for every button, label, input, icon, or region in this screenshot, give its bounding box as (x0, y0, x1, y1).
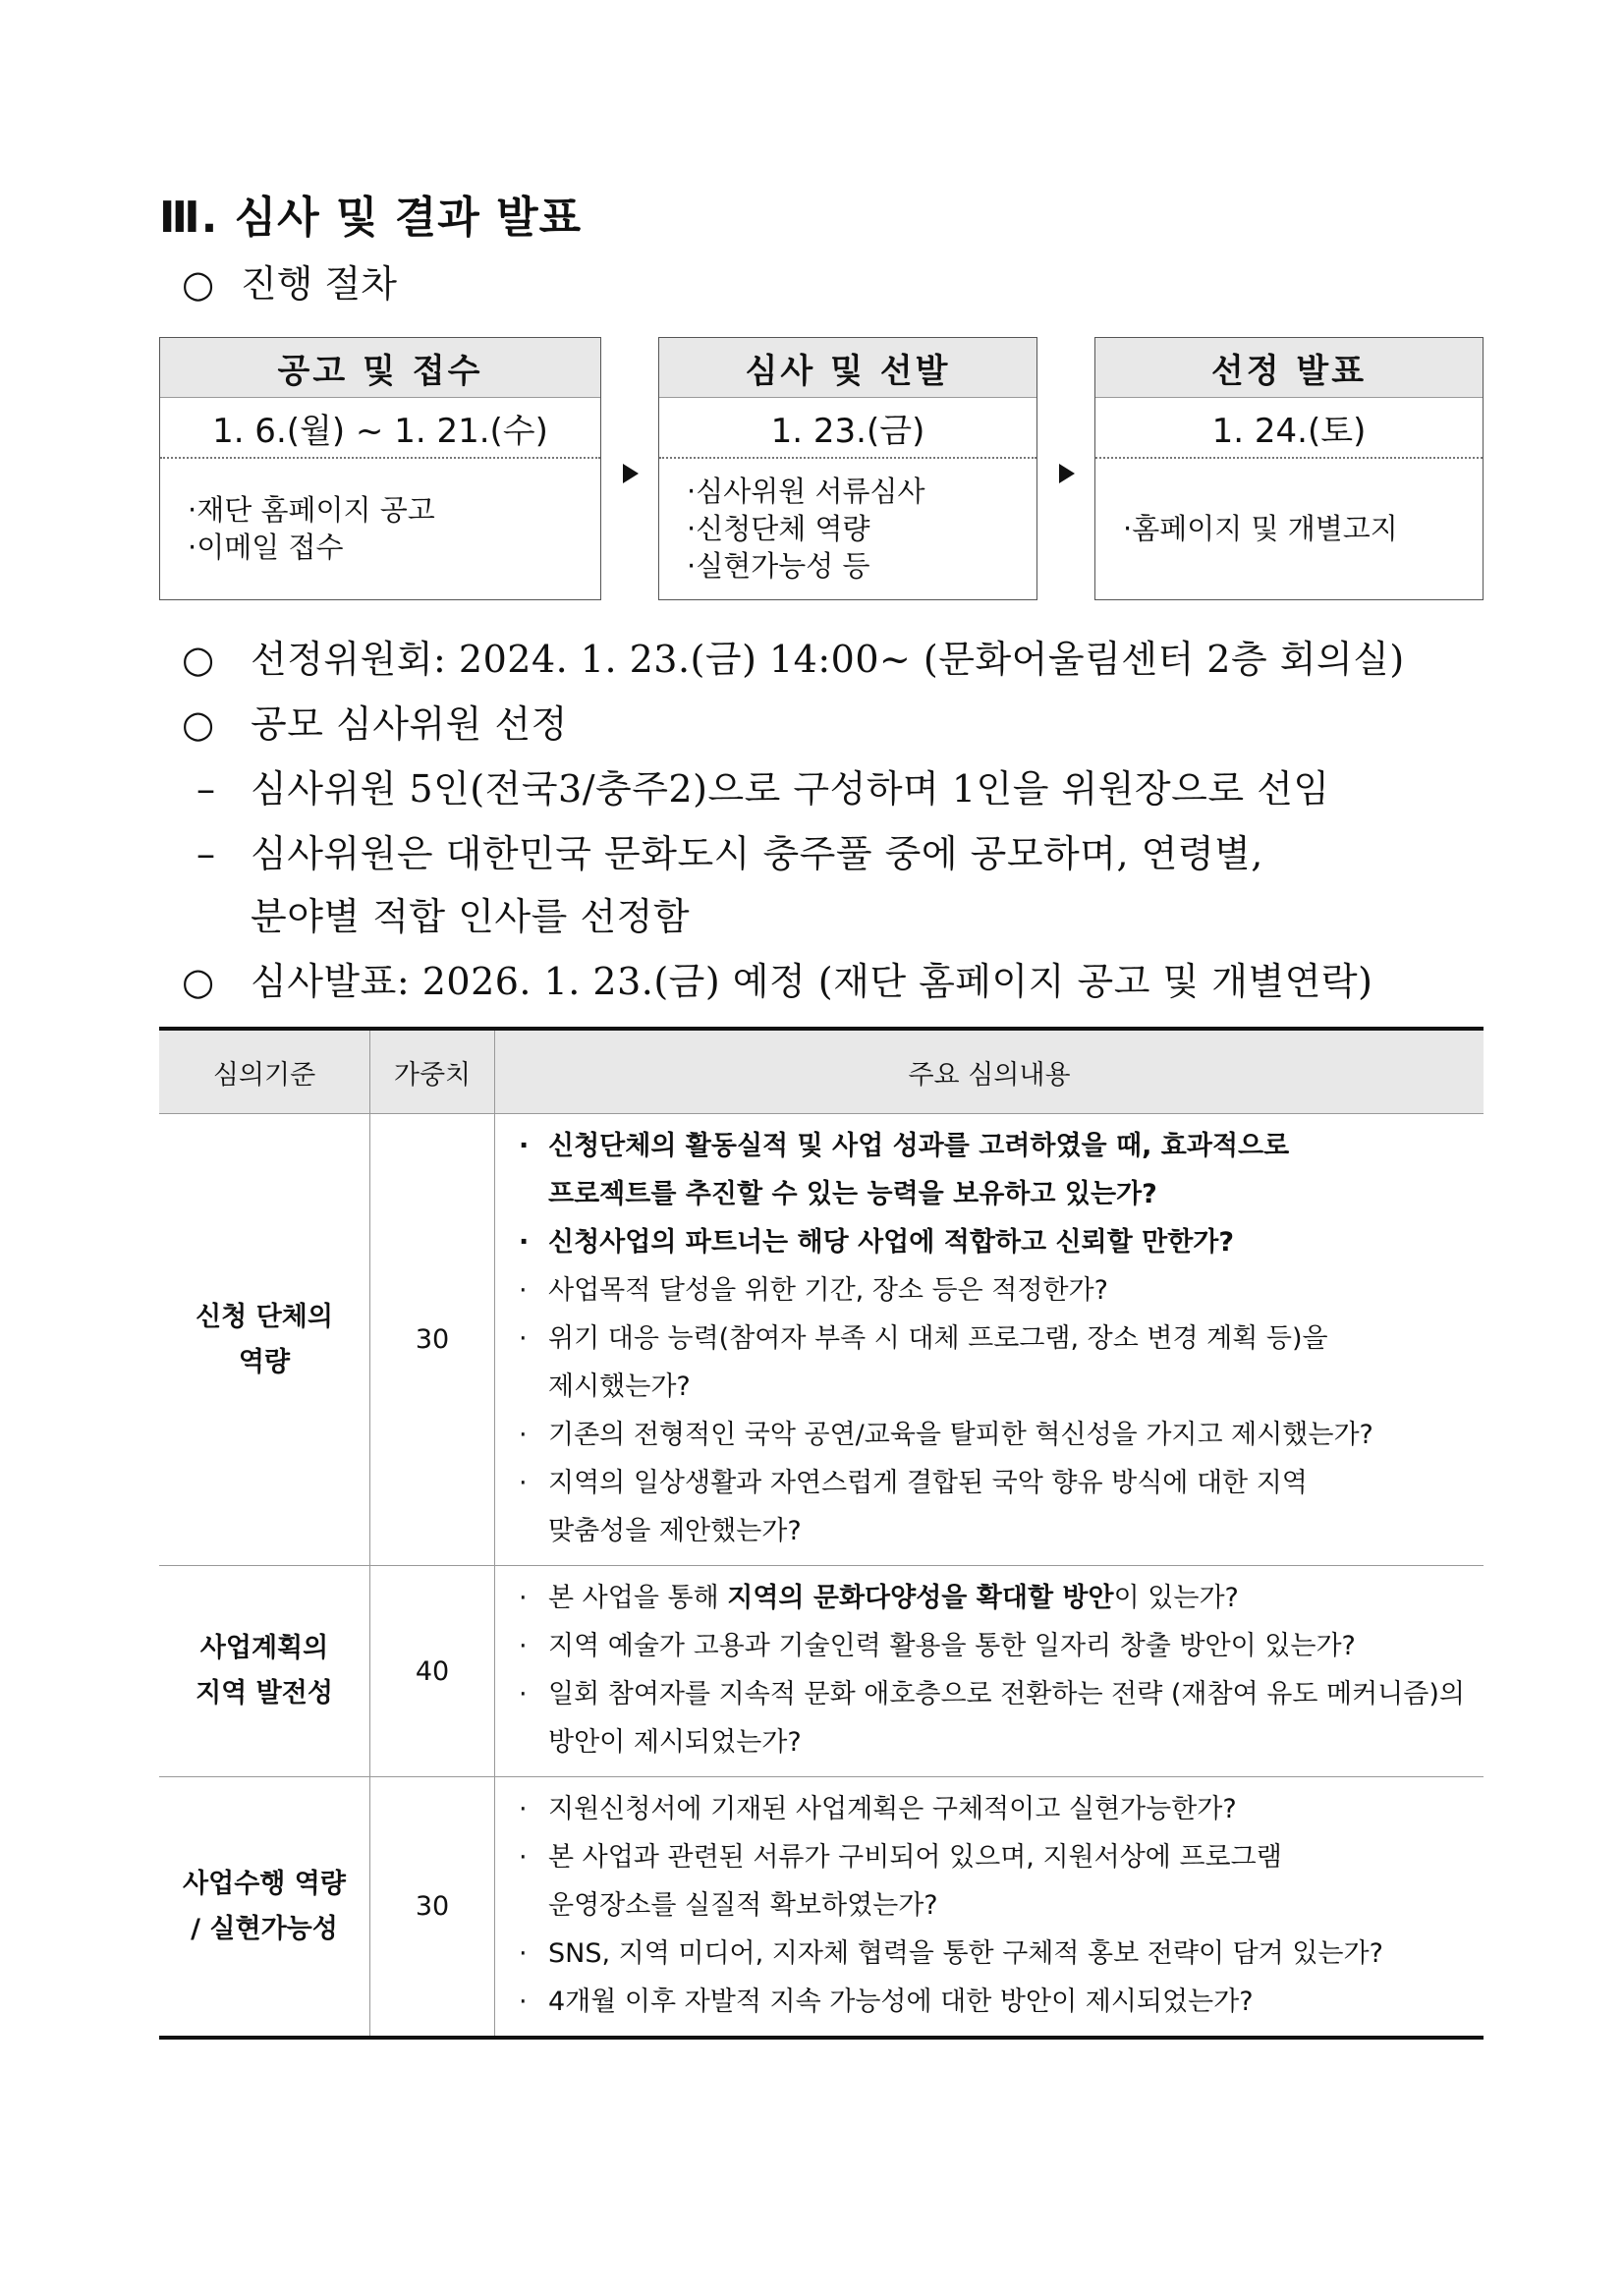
bullet-dot-icon: · (519, 1987, 528, 2017)
bullet-line (251, 886, 690, 940)
flow-step-3 (1094, 337, 1484, 600)
criteria-item (519, 1833, 1484, 1930)
flow-step-item: ·재단 홈페이지 공고 (188, 493, 435, 527)
table-header: 가중치 (370, 1029, 495, 1114)
item-line: 4개월 이후 자발적 지속 가능성에 대한 방안이 제시되었는가? (548, 1987, 1254, 2017)
bullet-line (182, 694, 568, 748)
bullet-dot-icon: · (519, 1468, 528, 1498)
criteria-item (519, 1622, 1484, 1670)
sub-heading (182, 253, 397, 308)
criterion-line: 신청 단체의 (196, 1301, 333, 1332)
dash-bullet-icon: – (196, 767, 216, 811)
flow-step-title: 선정 발표 (1095, 338, 1483, 398)
content-cell (495, 1114, 1484, 1566)
bullet-dot-icon: · (519, 1583, 528, 1613)
table-row (159, 1114, 1484, 1566)
bullet-dot-icon: · (519, 1275, 528, 1306)
criterion-line: 지역 발전성 (196, 1678, 333, 1708)
flow-step-item: ·신청단체 역량 (687, 512, 870, 545)
bullet-dot-icon: · (519, 1131, 530, 1161)
flow-step-date: 1. 24.(토) (1095, 398, 1483, 459)
flow-step-item: ·이메일 접수 (188, 531, 344, 564)
item-line: 기존의 전형적인 국악 공연/교육을 탈피한 혁신성을 가지고 제시했는가? (548, 1420, 1373, 1450)
flow-step-2 (658, 337, 1037, 600)
item-line: 지역 예술가 고용과 기술인력 활용을 통한 일자리 창출 방안이 있는가? (548, 1631, 1356, 1661)
item-line (548, 1574, 1484, 1622)
item-line: 맞춤성을 제안했는가? (548, 1516, 802, 1546)
criteria-item (519, 1785, 1484, 1833)
item-line: 프로젝트를 추진할 수 있는 능력을 보유하고 있는가? (548, 1179, 1157, 1209)
item-line: 제시했는가? (548, 1372, 691, 1402)
bullet-line (196, 758, 1330, 812)
bullet-dot-icon: · (519, 1679, 528, 1709)
bullet-text: 심사위원 5인(전국3/충주2)으로 구성하며 1인을 위원장으로 선임 (251, 767, 1330, 811)
dash-bullet-icon: – (196, 832, 216, 875)
bullet-dot-icon: · (519, 1794, 528, 1824)
criteria-item (519, 1978, 1484, 2026)
criteria-item (519, 1574, 1484, 1622)
bullet-line (182, 951, 1372, 1005)
content-cell (495, 1777, 1484, 2039)
table-header: 주요 심의내용 (495, 1029, 1484, 1114)
criterion-cell (159, 1777, 370, 2039)
item-segment: 본 사업을 통해 (548, 1583, 728, 1613)
criteria-item (519, 1670, 1484, 1766)
item-line: 신청사업의 파트너는 해당 사업에 적합하고 신뢰할 만한가? (548, 1227, 1235, 1258)
item-line: 운영장소를 실질적 확보하였는가? (548, 1890, 938, 1921)
item-line: 지역의 일상생활과 자연스럽게 결합된 국악 향유 방식에 대한 지역 (548, 1468, 1308, 1498)
triangle-right-icon (1059, 464, 1075, 483)
item-line: 신청단체의 활동실적 및 사업 성과를 고려하였을 때, 효과적으로 (548, 1131, 1290, 1161)
criteria-item (519, 1266, 1484, 1315)
bullet-dot-icon: · (519, 1842, 528, 1873)
item-line: 방안이 제시되었는가? (548, 1727, 802, 1758)
weight-cell: 30 (370, 1777, 495, 2039)
circle-bullet-icon: ○ (182, 262, 215, 306)
item-line: 위기 대응 능력(참여자 부족 시 대체 프로그램, 장소 변경 계획 등)을 (548, 1323, 1328, 1354)
criterion-cell (159, 1566, 370, 1777)
item-segment-bold: 지역의 문화다양성을 확대할 방안 (727, 1583, 1114, 1613)
bullet-dot-icon: · (519, 1938, 528, 1969)
criteria-item (519, 1315, 1484, 1411)
bullet-line (196, 823, 1263, 877)
bullet-line (182, 629, 1405, 683)
flow-step-items (160, 458, 600, 599)
criterion-line: 역량 (238, 1346, 291, 1377)
table-row (159, 1566, 1484, 1777)
content-cell (495, 1566, 1484, 1777)
item-line: 일회 참여자를 지속적 문화 애호층으로 전환하는 전략 (재참여 유도 메커니즘)의 (548, 1679, 1465, 1709)
flow-step-items (1095, 458, 1483, 599)
flow-step-item: ·실현가능성 등 (687, 549, 870, 583)
bullet-dot-icon: · (519, 1227, 530, 1258)
criteria-item (519, 1459, 1484, 1555)
item-segment: 이 있는가? (1113, 1583, 1239, 1613)
weight-cell: 40 (370, 1566, 495, 1777)
item-line: 지원신청서에 기재된 사업계획은 구체적이고 실현가능한가? (548, 1794, 1237, 1824)
item-line: 사업목적 달성을 위한 기간, 장소 등은 적정한가? (548, 1275, 1108, 1306)
criteria-item (519, 1218, 1484, 1266)
criterion-line: 사업수행 역량 (183, 1868, 346, 1899)
triangle-right-icon (623, 464, 639, 483)
item-line: SNS, 지역 미디어, 지자체 협력을 통한 구체적 홍보 전략이 담겨 있는가? (548, 1938, 1383, 1969)
bullet-text: 공모 심사위원 선정 (251, 702, 568, 746)
circle-bullet-icon: ○ (182, 702, 215, 746)
sub-heading-text: 진행 절차 (241, 262, 397, 306)
flow-step-title: 심사 및 선발 (659, 338, 1036, 398)
bullet-dot-icon: · (519, 1323, 528, 1354)
item-line: 본 사업과 관련된 서류가 구비되어 있으며, 지원서상에 프로그램 (548, 1842, 1282, 1873)
circle-bullet-icon: ○ (182, 960, 215, 1003)
bullet-dot-icon: · (519, 1420, 528, 1450)
flow-step-date: 1. 6.(월) ~ 1. 21.(수) (160, 398, 600, 459)
table-row (159, 1777, 1484, 2039)
bullet-dot-icon: · (519, 1631, 528, 1661)
flow-step-item: ·심사위원 서류심사 (687, 475, 925, 508)
circle-bullet-icon: ○ (182, 638, 215, 681)
weight-cell: 30 (370, 1114, 495, 1566)
criterion-cell (159, 1114, 370, 1566)
section-title: Ⅲ. 심사 및 결과 발표 (159, 193, 583, 243)
bullet-text: 심사발표: 2026. 1. 23.(금) 예정 (재단 홈페이지 공고 및 개별연락) (251, 960, 1373, 1003)
flow-step-date: 1. 23.(금) (659, 398, 1036, 459)
criteria-item (519, 1122, 1484, 1218)
table-header: 심의기준 (159, 1029, 370, 1114)
criteria-item (519, 1930, 1484, 1978)
flow-step-1 (159, 337, 601, 600)
flow-step-items (659, 458, 1036, 599)
flow-step-title: 공고 및 접수 (160, 338, 600, 398)
bullet-text: 심사위원은 대한민국 문화도시 충주풀 중에 공모하며, 연령별, (251, 832, 1263, 875)
criterion-line: 사업계획의 (199, 1633, 329, 1663)
bullet-text: 분야별 적합 인사를 선정함 (251, 895, 691, 938)
criterion-line: / 실현가능성 (191, 1913, 338, 1944)
criteria-item (519, 1411, 1484, 1459)
bullet-text: 선정위원회: 2024. 1. 23.(금) 14:00~ (문화어울림센터 2층 회의실) (251, 638, 1405, 681)
flow-step-item: ·홈페이지 및 개별고지 (1123, 512, 1398, 545)
criteria-table (159, 1027, 1484, 2040)
